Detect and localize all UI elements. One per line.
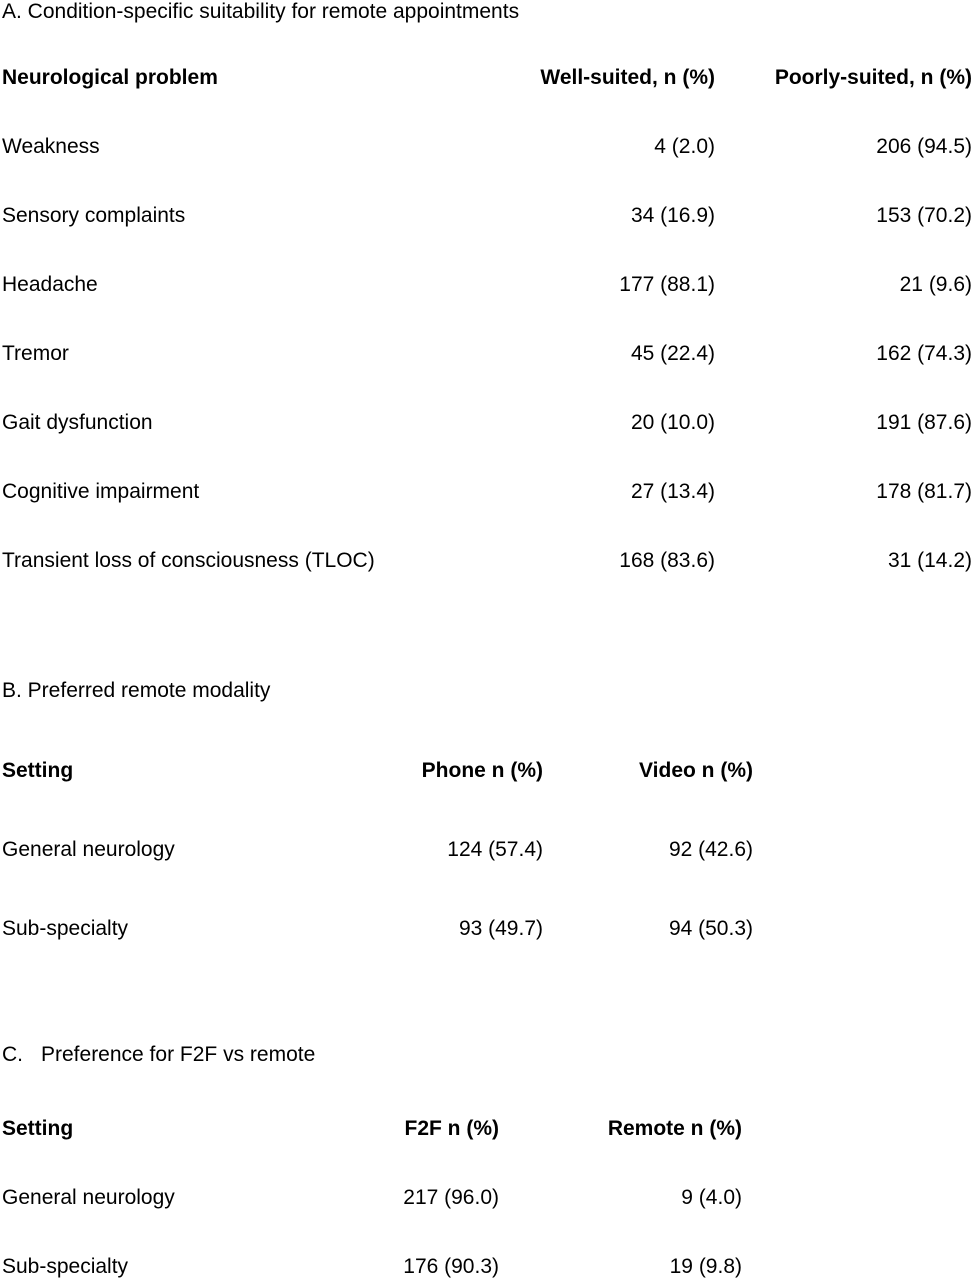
section-c-row-f2f: 217 (96.0): [403, 1186, 499, 1209]
section-a-row-poorly: 178 (81.7): [876, 480, 972, 503]
section-b-title: B. Preferred remote modality: [2, 679, 271, 702]
section-b-header-setting: Setting: [2, 759, 74, 782]
section-a-row-label: Tremor: [2, 342, 69, 365]
section-a-row-well: 177 (88.1): [619, 273, 715, 296]
section-a-row-label: Cognitive impairment: [2, 480, 200, 503]
section-b-header-video: Video n (%): [639, 759, 753, 782]
section-b-row-phone: 124 (57.4): [447, 838, 543, 861]
section-a-row-label: Gait dysfunction: [2, 411, 153, 434]
section-a-header-well-suited: Well-suited, n (%): [540, 66, 715, 89]
section-a-header-problem: Neurological problem: [2, 66, 218, 89]
section-b-row-video: 92 (42.6): [668, 838, 753, 861]
section-c-row-remote: 19 (9.8): [669, 1255, 742, 1278]
section-a-row-poorly: 21 (9.6): [899, 273, 972, 296]
section-a-row-label: Transient loss of consciousness (TLOC): [2, 549, 375, 572]
section-a-title: A. Condition-specific suitability for remote appointments: [2, 0, 520, 23]
section-b-row-video: 94 (50.3): [668, 917, 753, 940]
section-a-row-poorly: 191 (87.6): [876, 411, 972, 434]
section-c-row-remote: 9 (4.0): [681, 1186, 742, 1209]
section-c-header-setting: Setting: [2, 1117, 74, 1140]
section-b-header-phone: Phone n (%): [421, 759, 543, 782]
section-a-row-well: 168 (83.6): [619, 549, 715, 572]
section-a-row-well: 34 (16.9): [630, 204, 715, 227]
section-c-header-f2f: F2F n (%): [404, 1117, 499, 1140]
section-a-row-poorly: 31 (14.2): [887, 549, 972, 572]
section-a-row-label: Weakness: [2, 135, 100, 158]
section-a-row-poorly: 153 (70.2): [876, 204, 972, 227]
section-a-row-well: 45 (22.4): [630, 342, 715, 365]
section-a-row-well: 4 (2.0): [654, 135, 715, 158]
section-b-row-label: Sub-specialty: [2, 917, 129, 940]
section-c-header-remote: Remote n (%): [607, 1117, 742, 1140]
section-a-row-well: 27 (13.4): [630, 480, 715, 503]
section-c-row-label: Sub-specialty: [2, 1255, 129, 1278]
section-c-row-f2f: 176 (90.3): [403, 1255, 499, 1278]
section-a-header-poorly-suited: Poorly-suited, n (%): [774, 66, 972, 89]
section-a-row-well: 20 (10.0): [630, 411, 715, 434]
section-a-row-label: Sensory complaints: [2, 204, 186, 227]
section-a-row-poorly: 162 (74.3): [876, 342, 972, 365]
section-b-row-phone: 93 (49.7): [458, 917, 543, 940]
section-c-title-letter: C.: [2, 1043, 23, 1066]
section-c-row-label: General neurology: [2, 1186, 175, 1209]
section-b-row-label: General neurology: [2, 838, 175, 861]
section-a-row-poorly: 206 (94.5): [876, 135, 972, 158]
section-c-title: Preference for F2F vs remote: [41, 1043, 316, 1066]
section-a-row-label: Headache: [2, 273, 98, 296]
